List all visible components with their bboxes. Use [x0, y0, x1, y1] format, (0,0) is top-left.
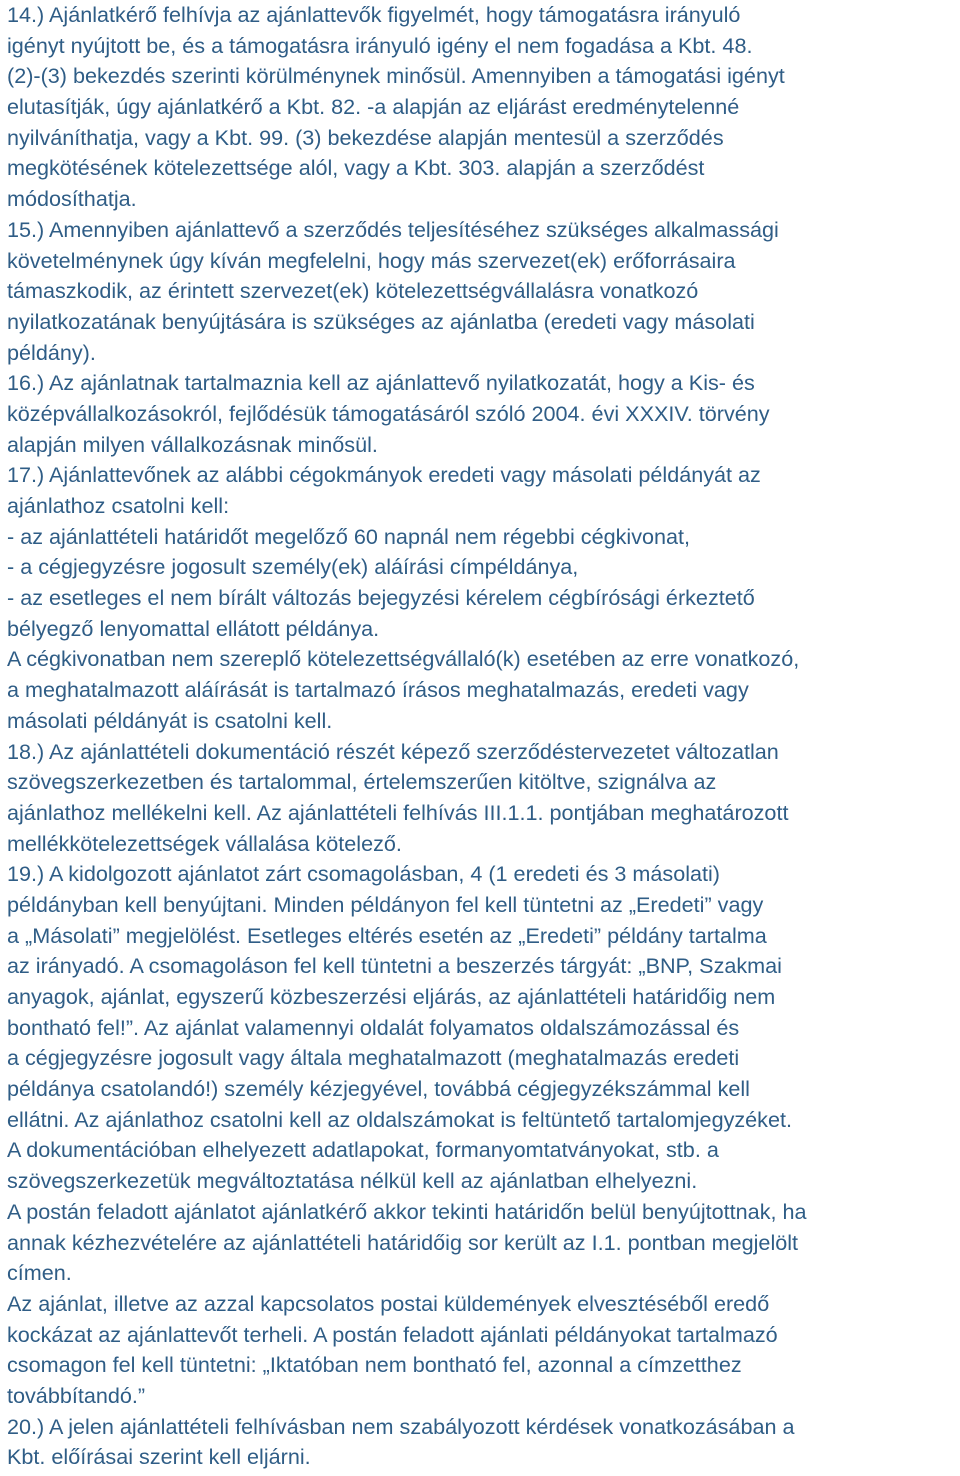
text-line: az irányadó. A csomagoláson fel kell tüntetni a beszerzés tárgyát: „BNP, Szakmai: [7, 953, 782, 979]
text-line: 17.) Ajánlattevőnek az alábbi cégokmányok eredeti vagy másolati példányát az: [7, 462, 761, 488]
text-line: támaszkodik, az érintett szervezet(ek) kötelezettségvállalásra vonatkozó: [7, 278, 699, 304]
text-line: A dokumentációban elhelyezett adatlapokat, formanyomtatványokat, stb. a: [7, 1137, 719, 1163]
text-line: címen.: [7, 1260, 72, 1286]
text-line: (2)-(3) bekezdés szerinti körülménynek minősül. Amennyiben a támogatási igényt: [7, 63, 785, 89]
text-line: szövegszerkezetük megváltoztatása nélkül kell az ajánlatban elhelyezni.: [7, 1168, 698, 1194]
text-line: elutasítják, úgy ajánlatkérő a Kbt. 82. -a alapján az eljárást eredménytelenné: [7, 94, 740, 120]
text-line: 16.) Az ajánlatnak tartalmaznia kell az ajánlattevő nyilatkozatát, hogy a Kis- és: [7, 370, 755, 396]
text-line: középvállalkozásokról, fejlődésük támogatásáról szóló 2004. évi XXXIV. törvény: [7, 400, 770, 426]
text-line: - a cégjegyzésre jogosult személy(ek) aláírási címpéldánya,: [7, 554, 579, 580]
text-line: módosíthatja.: [7, 186, 137, 212]
text-line: igényt nyújtott be, és a támogatásra irányuló igény el nem fogadása a Kbt. 48.: [7, 32, 753, 58]
text-line: másolati példányát is csatolni kell.: [7, 707, 333, 733]
text-line: 20.) A jelen ajánlattételi felhívásban nem szabályozott kérdések vonatkozásában a: [7, 1413, 795, 1439]
text-line: a cégjegyzésre jogosult vagy általa meghatalmazott (meghatalmazás eredeti: [7, 1045, 740, 1071]
text-line: ajánlathoz mellékelni kell. Az ajánlattételi felhívás III.1.1. pontjában meghatározott: [7, 799, 789, 825]
text-line: 19.) A kidolgozott ajánlatot zárt csomagolásban, 4 (1 eredeti és 3 másolati): [7, 861, 720, 887]
text-line: alapján milyen vállalkozásnak minősül.: [7, 431, 378, 457]
text-line: mellékkötelezettségek vállalása kötelező.: [7, 830, 402, 856]
text-line: követelménynek úgy kíván megfelelni, hogy más szervezet(ek) erőforrásaira: [7, 247, 736, 273]
text-line: csomagon fel kell tüntetni: „Iktatóban nem bontható fel, azonnal a címzetthez: [7, 1352, 742, 1378]
text-line: 18.) Az ajánlattételi dokumentáció részét képező szerződéstervezetet változatlan: [7, 738, 779, 764]
text-line: - az ajánlattételi határidőt megelőző 60 napnál nem régebbi cégkivonat,: [7, 523, 691, 549]
text-line: példányban kell benyújtani. Minden példányon fel kell tüntetni az „Eredeti” vagy: [7, 891, 764, 917]
text-line: - az esetleges el nem bírált változás bejegyzési kérelem cégbírósági érkeztető: [7, 585, 755, 611]
text-line: 14.) Ajánlatkérő felhívja az ajánlattevők figyelmét, hogy támogatásra irányuló: [7, 2, 741, 27]
text-line: szövegszerkezetben és tartalommal, értelemszerűen kitöltve, szignálva az: [7, 769, 717, 795]
text-line: példánya csatolandó!) személy kézjegyével, továbbá cégjegyzékszámmal kell: [7, 1076, 750, 1102]
text-line: nyilatkozatának benyújtására is szükséges az ajánlatba (eredeti vagy másolati: [7, 308, 755, 334]
text-line: példány).: [7, 339, 96, 365]
document-body: [7, 0, 957, 1473]
text-line: nyilváníthatja, vagy a Kbt. 99. (3) bekezdése alapján mentesül a szerződés: [7, 124, 724, 150]
text-line: Kbt. előírásai szerint kell eljárni.: [7, 1444, 311, 1470]
text-line: 15.) Amennyiben ajánlattevő a szerződés teljesítéséhez szükséges alkalmassági: [7, 216, 779, 242]
text-line: ajánlathoz csatolni kell:: [7, 493, 230, 518]
text-line: bélyegző lenyomattal ellátott példánya.: [7, 615, 380, 641]
text-line: A postán feladott ajánlatot ajánlatkérő akkor tekinti határidőn belül benyújtottnak, ha: [7, 1198, 807, 1224]
text-line: ellátni. Az ajánlathoz csatolni kell az oldalszámokat is feltüntető tartalomjegyzéket.: [7, 1106, 792, 1132]
text-line: továbbítandó.”: [7, 1382, 146, 1408]
text-line: megkötésének kötelezettsége alól, vagy a Kbt. 303. alapján a szerződést: [7, 155, 705, 181]
text-line: bontható fel!”. Az ajánlat valamennyi oldalát folyamatos oldalszámozással és: [7, 1014, 740, 1040]
text-line: a „Másolati” megjelölést. Esetleges eltérés esetén az „Eredeti” példány tartalma: [7, 922, 767, 948]
text-line: Az ajánlat, illetve az azzal kapcsolatos postai küldemények elvesztéséből eredő: [7, 1290, 770, 1316]
text-line: a meghatalmazott aláírását is tartalmazó írásos meghatalmazás, eredeti vagy: [7, 677, 749, 703]
text-line: annak kézhezvételére az ajánlattételi határidőig sor került az I.1. pontban megjelölt: [7, 1229, 799, 1255]
text-line: anyagok, ajánlat, egyszerű közbeszerzési eljárás, az ajánlattételi határidőig nem: [7, 984, 776, 1009]
text-line: A cégkivonatban nem szereplő kötelezettségvállaló(k) esetében az erre vonatkozó,: [7, 646, 800, 672]
text-line: kockázat az ajánlattevőt terheli. A postán feladott ajánlati példányokat tartalmazó: [7, 1321, 778, 1347]
